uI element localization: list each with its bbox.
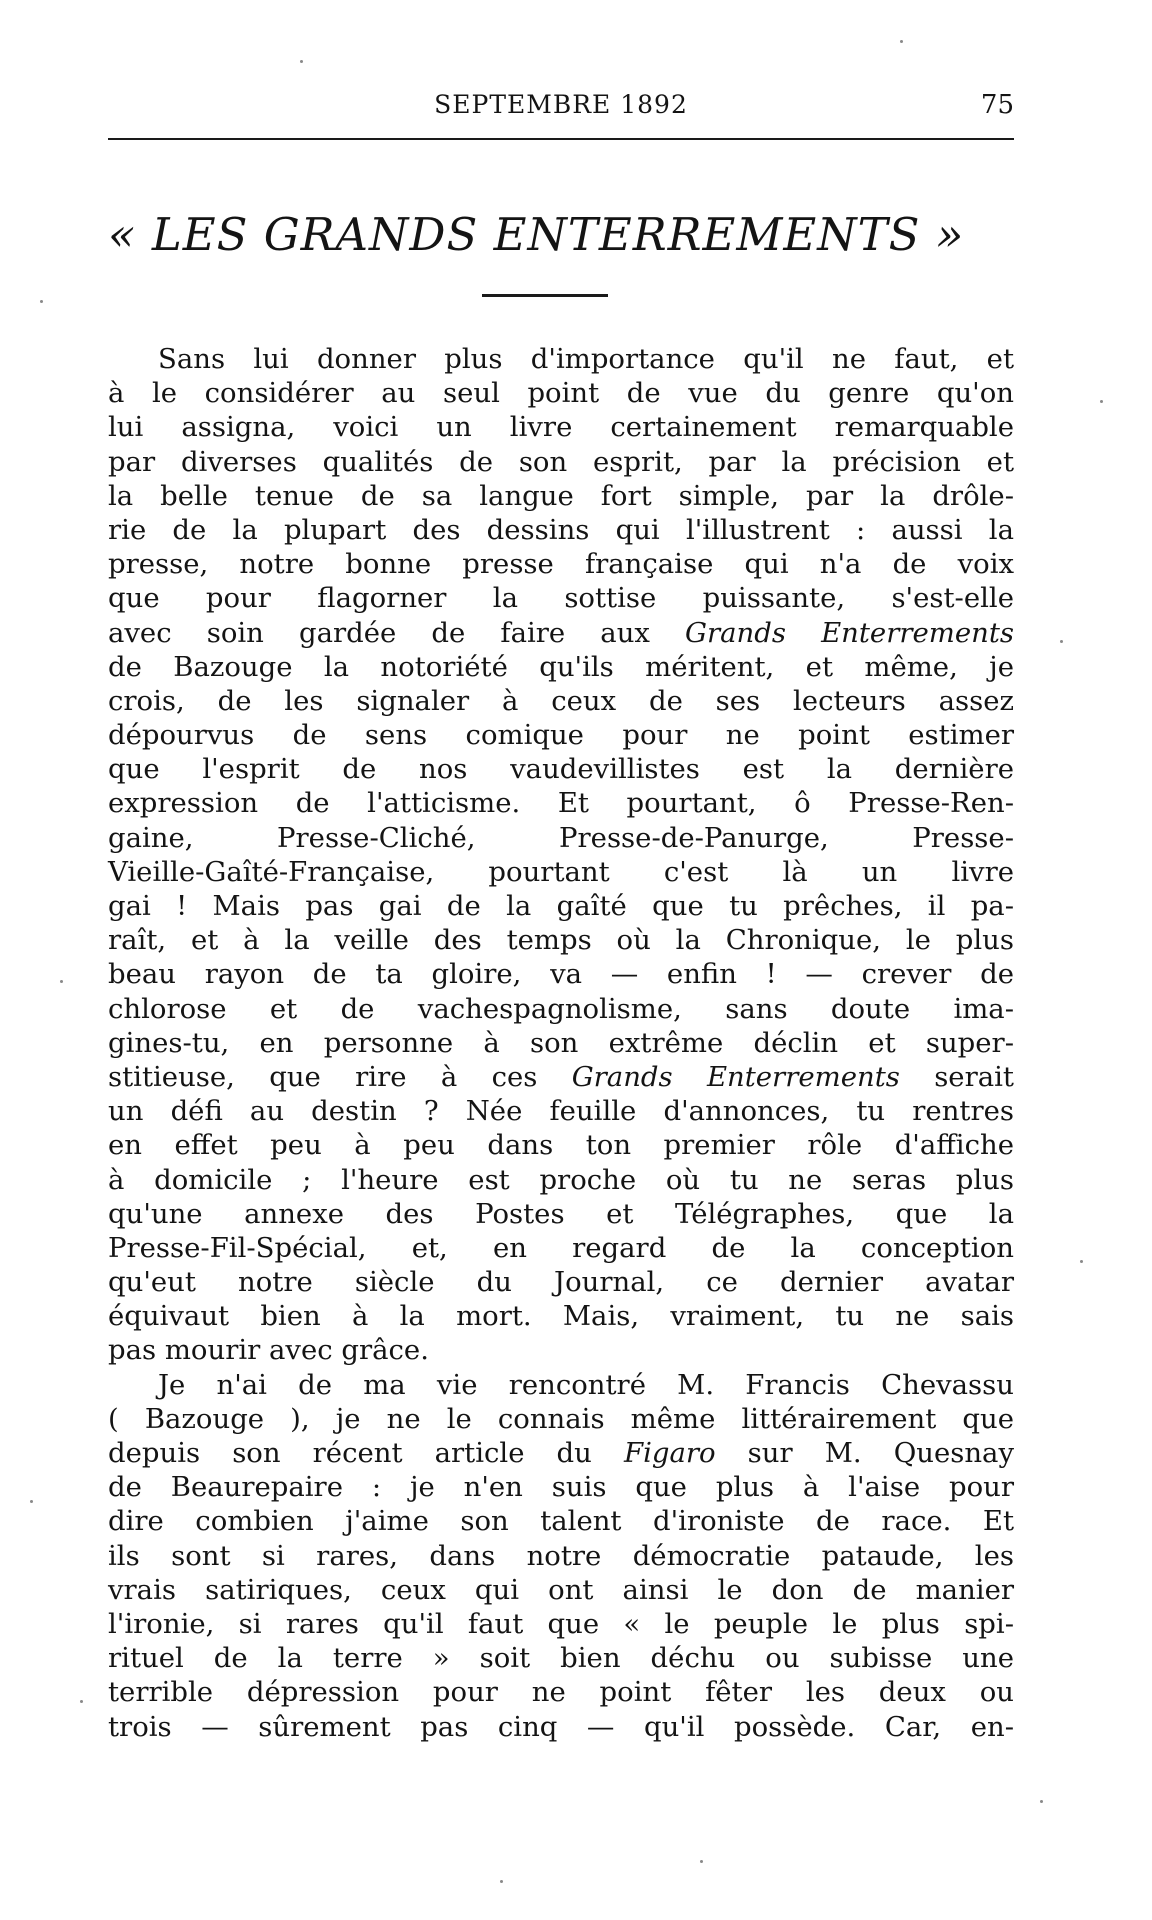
title-rule bbox=[482, 294, 608, 297]
text-line: dire combien j'aime son talent d'ironiste de race. Et bbox=[108, 1505, 1014, 1538]
speck bbox=[40, 300, 43, 303]
speck bbox=[700, 1860, 703, 1863]
text-line: vrais satiriques, ceux qui ont ainsi le don de manier bbox=[108, 1573, 1014, 1606]
article-body bbox=[108, 342, 1014, 1744]
text-line: de Bazouge la notoriété qu'ils méritent, et même, je bbox=[108, 650, 1014, 683]
text-line: gines-tu, en personne à son extrême déclin et super- bbox=[108, 1026, 1014, 1059]
running-title: SEPTEMBRE 1892 bbox=[434, 90, 688, 119]
text-line: qu'une annexe des Postes et Télégraphes, que la bbox=[108, 1197, 1014, 1230]
italic-book-title: Grands Enterrements bbox=[571, 1060, 900, 1093]
speck bbox=[60, 980, 63, 983]
text-line: en effet peu à peu dans ton premier rôle d'affiche bbox=[108, 1129, 1014, 1162]
text-line: terrible dépression pour ne point fêter les deux ou bbox=[108, 1676, 1014, 1709]
text-line: gaine, Presse-Cliché, Presse-de-Panurge, Presse- bbox=[108, 821, 1014, 854]
text-line: rituel de la terre » soit bien déchu ou subisse une bbox=[108, 1642, 1014, 1675]
text-line: chlorose et de vachespagnolisme, sans doute ima- bbox=[108, 992, 1014, 1025]
header-rule bbox=[108, 138, 1014, 140]
page-number: 75 bbox=[980, 90, 1014, 120]
text-line: presse, notre bonne presse française qui n'a de voix bbox=[108, 548, 1014, 581]
italic-newspaper-title: Figaro bbox=[623, 1437, 716, 1469]
text-line: trois — sûrement pas cinq — qu'il possède. Car, en- bbox=[108, 1710, 1014, 1743]
speck bbox=[80, 1700, 83, 1703]
text-line: un défi au destin ? Née feuille d'annonces, tu rentres bbox=[108, 1095, 1014, 1128]
text-line-with-italic bbox=[108, 616, 1014, 650]
text-line: que l'esprit de nos vaudevillistes est la dernière bbox=[108, 753, 1014, 786]
text-line-with-italic bbox=[108, 1060, 1014, 1094]
text-line: la belle tenue de sa langue fort simple, par la drôle- bbox=[108, 479, 1014, 512]
italic-book-title: Grands Enterrements bbox=[685, 616, 1014, 649]
text-line: raît, et à la veille des temps où la Chronique, le plus bbox=[108, 924, 1014, 957]
speck bbox=[900, 40, 903, 43]
text-line: Vieille-Gaîté-Française, pourtant c'est là un livre bbox=[108, 855, 1014, 888]
speck bbox=[1060, 640, 1063, 643]
text-line: l'ironie, si rares qu'il faut que « le peuple le plus spi- bbox=[108, 1607, 1014, 1640]
article-title: « LES GRANDS ENTERREMENTS » bbox=[108, 208, 965, 261]
speck bbox=[1080, 1260, 1083, 1263]
text-line: qu'eut notre siècle du Journal, ce dernier avatar bbox=[108, 1266, 1014, 1299]
text-segment: serait bbox=[934, 1060, 1014, 1093]
text-line: pas mourir avec grâce. bbox=[108, 1334, 429, 1367]
text-segment: depuis son récent article du bbox=[108, 1437, 592, 1469]
text-line-with-italic bbox=[108, 1436, 1014, 1470]
text-line: de Beaurepaire : je n'en suis que plus à l'aise pour bbox=[108, 1471, 1014, 1504]
text-line: rie de la plupart des dessins qui l'illustrent : aussi la bbox=[108, 513, 1014, 546]
text-line: par diverses qualités de son esprit, par la précision et bbox=[108, 445, 1014, 478]
speck bbox=[30, 1500, 33, 1503]
text-line: Sans lui donner plus d'importance qu'il ne faut, et bbox=[158, 343, 1014, 375]
text-line: gai ! Mais pas gai de la gaîté que tu prêches, il pa- bbox=[108, 890, 1014, 922]
text-line: Je n'ai de ma vie rencontré M. Francis Chevassu bbox=[158, 1368, 1014, 1401]
text-line: ils sont si rares, dans notre démocratie pataude, les bbox=[108, 1539, 1014, 1572]
text-line: à le considérer au seul point de vue du genre qu'on bbox=[108, 377, 1014, 410]
text-line: équivaut bien à la mort. Mais, vraiment, tu ne sais bbox=[108, 1300, 1014, 1333]
speck bbox=[300, 60, 303, 63]
speck bbox=[500, 1880, 503, 1883]
text-segment: stitieuse, que rire à ces bbox=[108, 1060, 538, 1093]
text-line: à domicile ; l'heure est proche où tu ne seras plus bbox=[108, 1163, 1014, 1196]
text-line: expression de l'atticisme. Et pourtant, ô Presse-Ren- bbox=[108, 787, 1014, 820]
speck bbox=[1040, 1800, 1043, 1803]
text-line: Presse-Fil-Spécial, et, en regard de la conception bbox=[108, 1231, 1014, 1264]
text-line: ( Bazouge ), je ne le connais même littérairement que bbox=[108, 1402, 1014, 1435]
text-segment: avec soin gardée de faire aux bbox=[108, 616, 650, 649]
text-segment: sur M. Quesnay bbox=[747, 1437, 1014, 1469]
text-line: dépourvus de sens comique pour ne point estimer bbox=[108, 719, 1014, 752]
running-head bbox=[108, 86, 1014, 126]
text-line: que pour flagorner la sottise puissante, s'est-elle bbox=[108, 582, 1014, 615]
text-line: crois, de les signaler à ceux de ses lecteurs assez bbox=[108, 684, 1014, 717]
text-line: beau rayon de ta gloire, va — enfin ! — crever de bbox=[108, 958, 1014, 991]
text-line: lui assigna, voici un livre certainement remarquable bbox=[108, 411, 1014, 444]
speck bbox=[1100, 400, 1103, 403]
